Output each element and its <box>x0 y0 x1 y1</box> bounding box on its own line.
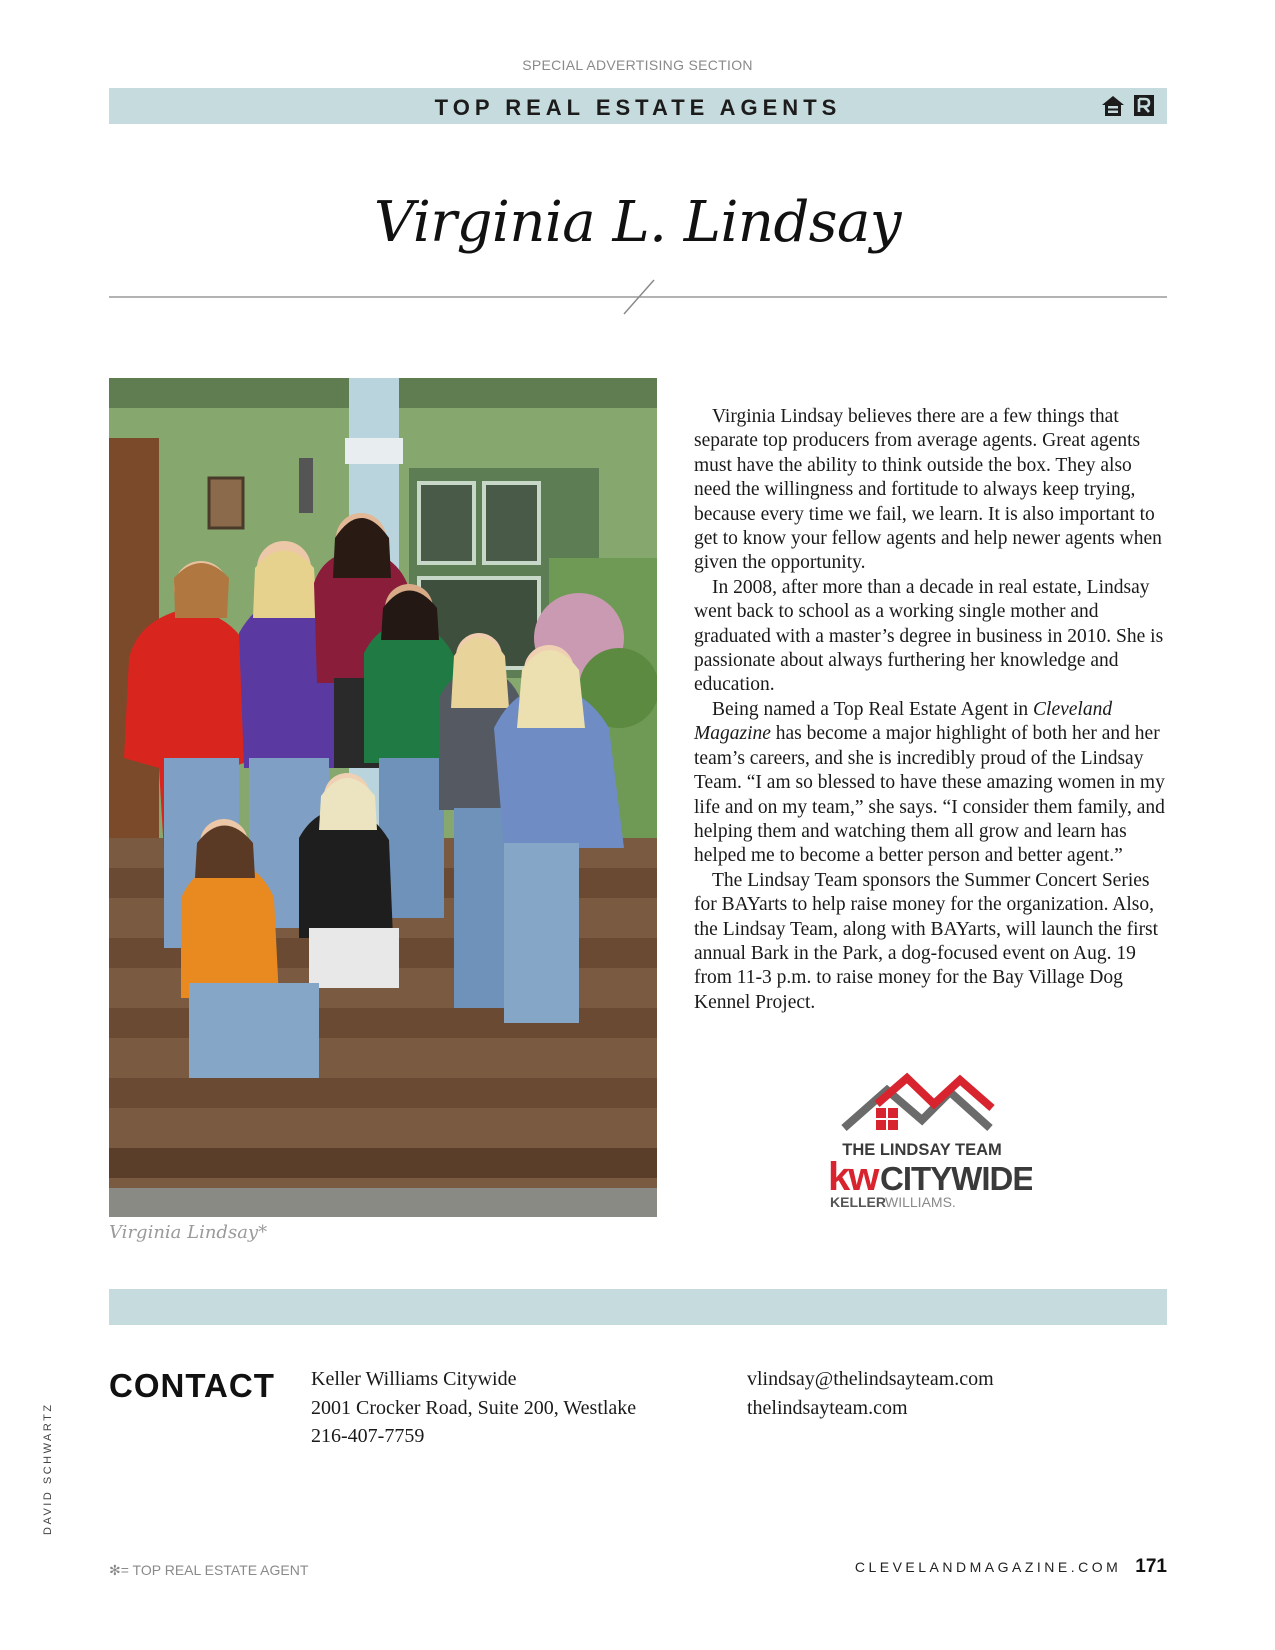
special-section-label: SPECIAL ADVERTISING SECTION <box>522 57 753 73</box>
contact-address: 2001 Crocker Road, Suite 200, Westlake <box>311 1396 637 1419</box>
photo-caption: Virginia Lindsay* <box>109 1222 268 1243</box>
contact-website[interactable]: thelindsayteam.com <box>747 1396 908 1419</box>
section-header-band <box>109 88 1167 124</box>
logo-williams: WILLIAMS. <box>885 1194 956 1208</box>
contact-heading: CONTACT <box>109 1367 275 1404</box>
contact-email[interactable]: vlindsay@thelindsayteam.com <box>747 1368 994 1390</box>
title-divider <box>109 276 1167 316</box>
paragraph-4: The Lindsay Team sponsors the Summer Concert Series for BAYarts to help raise money for the organization. Also, the Lindsay Team, along with BAYarts, will launch the first annual Bark in the Park, a dog-focused event on Aug. 19 from 11-3 p.m. to raise money for the Bay Village Dog Kennel Project. <box>694 869 1159 1013</box>
contact-online-block <box>747 1365 994 1422</box>
logo-citywide: CITYWIDE <box>880 1160 1032 1197</box>
realtor-icon <box>1133 94 1155 118</box>
paragraph-3-start: Being named a Top Real Estate Agent in <box>712 698 1034 720</box>
page-footer <box>855 1556 1167 1578</box>
team-photo <box>109 378 657 1217</box>
lindsay-team-logo <box>822 1068 1032 1212</box>
footnote: ✻= TOP REAL ESTATE AGENT <box>109 1562 309 1578</box>
logo-team-name: THE LINDSAY TEAM <box>842 1141 1002 1159</box>
contact-company: Keller Williams Citywide <box>311 1368 517 1390</box>
logo-kw: kw <box>828 1155 878 1199</box>
magazine-name: Cleveland Magazine <box>694 698 1113 745</box>
paragraph-2: In 2008, after more than a decade in real estate, Lindsay went back to school as a working single mother and graduated with a master’s degree in business in 2010. She is passionate about always furthering her knowledge and education. <box>694 576 1164 696</box>
equal-housing-icon <box>1101 94 1125 118</box>
section-title: TOP REAL ESTATE AGENTS <box>434 95 842 120</box>
paragraph-1: Virginia Lindsay believes there are a few things that separate top producers from average agents. Great agents must have the ability to think outside the box. They also need the willingness and fortitude to always keep trying, because every time we fail, we learn. It is also important to get to know your fellow agents and help newer agents when given the opportunity. <box>694 406 1162 574</box>
page-number: 171 <box>1135 1556 1167 1577</box>
photo-credit: DAVID SCHWARTZ <box>42 1402 54 1535</box>
logo-keller: KELLER <box>830 1194 886 1208</box>
paragraph-3-end: has become a major highlight of both her and her team’s careers, and she is incredibly proud of the Lindsay Team. “I am so blessed to have these amazing women in my life and on my team,” she says. “I consider them family, and helping them and watching them all grow and learn has helped me to become a better person and better agent.” <box>694 723 1165 867</box>
agent-name: Virginia L. Lindsay <box>373 190 902 255</box>
article-body <box>694 405 1169 1015</box>
contact-band <box>109 1289 1167 1325</box>
site-url: CLEVELANDMAGAZINE.COM <box>854 1559 1122 1575</box>
contact-phone[interactable]: 216-407-7759 <box>311 1425 425 1447</box>
header-icons <box>1101 94 1155 118</box>
contact-address-block <box>311 1365 636 1451</box>
paragraph-3 <box>694 698 1169 869</box>
